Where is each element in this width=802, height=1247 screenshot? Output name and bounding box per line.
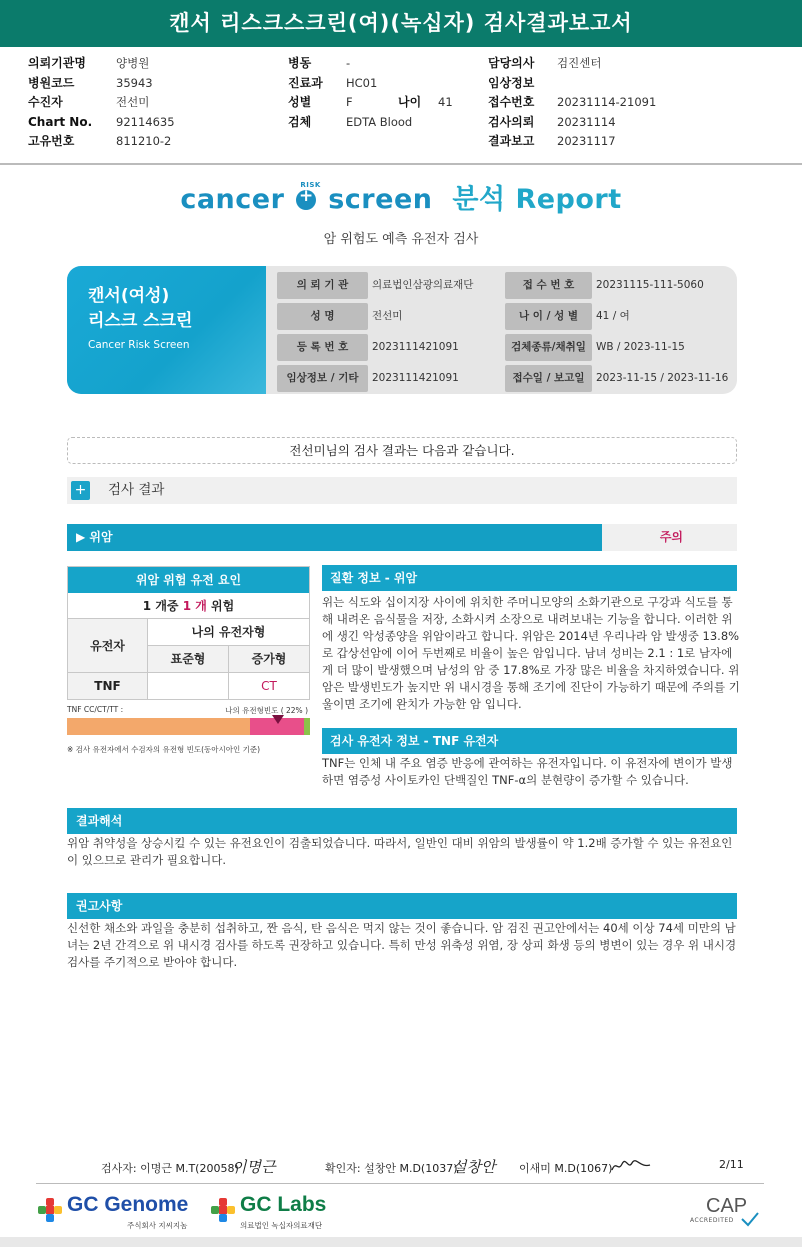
- plus-circle-icon: [296, 181, 321, 210]
- gc-labs-name: GC Labs: [240, 1193, 327, 1216]
- meta-key: Chart No.: [28, 114, 93, 129]
- count-prefix: 1 개중: [142, 599, 183, 613]
- meta-key: 성별: [288, 95, 312, 109]
- meta-key: 검체: [288, 114, 312, 129]
- disease-info-text: 위는 식도와 십이지장 사이에 위치한 주머니모양의 소화기관으로 구강과 식도를 통해 내려온 음식물을 저장, 소화시켜 소장으로 내려보내는 기능을 합니다. 이러한 위에 생긴 악성종양을 위암이라고 합니다. 위암은 2014년 우리나라 암 발생중 13.8%로 갑상선암에 이어 두번째로 비율이 높은 암입니다. 남녀 성비는 2.1 : 1로 남자에게 더 많이 발생했으며 남성의 암 중 17.8%로 가장 많은 비율을 차지하였습니다. 위암은 발생빈도가 높지만 위 내시경을 통해 조기에 진단이 가능하기 때문에 주의를 기울이면 조기에 완치가 가능한 암 입니다.: [322, 595, 740, 711]
- frequency-bar: [67, 718, 310, 735]
- meta-key: 결과보고: [488, 134, 535, 148]
- info-value: 2023-11-15 / 2023-11-16: [596, 372, 729, 384]
- meta-row: [488, 54, 656, 74]
- product-panel: [67, 266, 266, 394]
- meta-value: 양병원: [116, 56, 150, 70]
- meta-value: 검진센터: [557, 56, 602, 70]
- info-value: 의료법인삼광의료재단: [372, 279, 474, 291]
- info-value: 2023111421091: [372, 341, 459, 353]
- info-key: 등 록 번 호: [277, 334, 368, 361]
- meta-key: 고유번호: [28, 134, 75, 148]
- increase-value-cell: CT: [229, 673, 309, 699]
- meta-col-2: [288, 54, 453, 132]
- info-key: 검체종류/채취일: [505, 334, 592, 361]
- cancer-risk-bar: [67, 524, 737, 551]
- product-title: [88, 284, 192, 334]
- meta-key: 임상정보: [488, 75, 535, 90]
- gene-risk-table: [67, 566, 310, 700]
- meta-row: [28, 54, 175, 74]
- doctor2-signature: [610, 1158, 652, 1174]
- info-key: 임상정보 / 기타: [277, 365, 368, 392]
- confirmer-label: 확인자: 설창안 M.D(1037): [325, 1162, 458, 1175]
- meta-value: HC01: [346, 75, 378, 90]
- meta-row: [488, 113, 656, 133]
- interpretation-text: 위암 취약성을 상승시킬 수 있는 유전요인이 검출되었습니다. 따라서, 일반인 대비 위암의 발생률이 약 1.2배 증가할 수 있는 유전요인이 있으므로 관리가 필요합니다.: [67, 836, 733, 867]
- brand-subtitle: 암 위험도 예측 유전자 검사: [323, 232, 479, 247]
- meta-row: [288, 113, 453, 133]
- meta-row: [488, 74, 656, 94]
- meta-key: 수진자: [28, 95, 63, 109]
- meta-key-age: 나이: [398, 95, 422, 109]
- meta-value: 20231114: [557, 114, 616, 129]
- brand-header: [0, 177, 802, 247]
- meta-value: 20231114-21091: [557, 95, 657, 109]
- patient-info-card: [67, 266, 737, 394]
- meta-key: 접수번호: [488, 95, 535, 109]
- interpretation-header: 결과해석: [67, 808, 737, 834]
- info-key: 의 뢰 기 관: [277, 272, 368, 299]
- count-suffix: 위험: [206, 599, 235, 613]
- cap-accredited-logo: [688, 1195, 762, 1231]
- meta-key: 진료과: [288, 75, 323, 90]
- gene-info-header: 검사 유전자 정보 - TNF 유전자: [322, 728, 737, 754]
- disease-info-header: 질환 정보 - 위암: [322, 565, 737, 591]
- info-key: 성 명: [277, 303, 368, 330]
- add-folder-icon: +: [71, 481, 90, 500]
- meta-key: 담당의사: [488, 56, 535, 70]
- gene-grid: [68, 619, 309, 699]
- gene-name-cell: TNF: [68, 673, 148, 699]
- gene-risk-count: [68, 593, 309, 619]
- meta-value: 92114635: [116, 114, 175, 129]
- gene-info-text: TNF는 인체 내 주요 염증 반응에 관여하는 유전자입니다. 이 유전자에 변이가 발생하면 염증성 사이토카인 단백질인 TNF-α의 분현량이 증가할 수 있습니다.: [322, 756, 733, 787]
- meta-col-3: [488, 54, 656, 152]
- meta-row: [488, 132, 656, 152]
- info-key: 접수일 / 보고일: [505, 365, 592, 392]
- meta-key: 병원코드: [28, 75, 75, 90]
- gc-cross-icon: [37, 1197, 63, 1223]
- product-subtitle: Cancer Risk Screen: [88, 339, 190, 351]
- meta-row: [488, 93, 656, 113]
- gc-labs-sub: 의료법인 녹십자의료재단: [240, 1221, 323, 1230]
- meta-row: [288, 74, 453, 94]
- tester-signature: 이명근: [232, 1158, 276, 1176]
- info-key: 나 이 / 성 별: [505, 303, 592, 330]
- meta-value: 811210-2: [116, 134, 172, 148]
- risk-status-badge: 주의: [659, 530, 683, 544]
- page-number: 2/11: [719, 1158, 744, 1171]
- cap-sub-text: ACCREDITED: [690, 1217, 734, 1224]
- report-title: 캔서 리스크스크린(여)(녹십자) 검사결과보고서: [0, 0, 802, 47]
- footer-divider: [36, 1183, 764, 1184]
- frequency-my-label: 나의 유전형빈도 ( 22% ): [225, 706, 308, 715]
- meta-divider: [0, 163, 802, 165]
- cap-text: CAP: [706, 1195, 748, 1217]
- signature-line: [0, 1156, 802, 1180]
- gc-genome-name: GC Genome: [67, 1193, 189, 1216]
- frequency-segment-tt: [304, 718, 310, 735]
- col-standard-header: 표준형: [148, 646, 229, 673]
- meta-key: 병동: [288, 56, 312, 70]
- logo-word-cancer: cancer: [180, 184, 285, 215]
- gc-cross-icon: [210, 1197, 236, 1223]
- frequency-gene-label: TNF CC/CT/TT :: [67, 705, 124, 714]
- meta-row: [28, 74, 175, 94]
- logo-word-screen: screen: [328, 184, 433, 215]
- product-title-line-1: 캔서(여성): [88, 286, 170, 306]
- tester-label: 검사자: 이명근 M.T(20058): [101, 1162, 239, 1175]
- meta-value: 35943: [116, 75, 153, 90]
- meta-col-1: [28, 54, 175, 152]
- gene-table-header: 위암 위험 유전 요인: [68, 567, 309, 593]
- col-gene-header: 유전자: [68, 619, 148, 673]
- meta-row: [28, 113, 175, 133]
- confirmer-signature: 설창안: [452, 1158, 496, 1176]
- meta-value: EDTA Blood: [346, 114, 413, 129]
- info-value: WB / 2023-11-15: [596, 341, 685, 353]
- meta-key: 의뢰기관명: [28, 56, 86, 70]
- recommendation-text: 신선한 채소와 과일을 충분히 섭취하고, 짠 음식, 탄 음식은 먹지 않는 것이 좋습니다. 암 검진 권고안에서는 40세 이상 74세 미만의 남녀는 2년 간격으로 위 내시경 검사를 하도록 권장하고 있습니다. 특히 만성 위축성 위염, 장 상피 화생 등의 병변이 있는 경우 위 내시경 검사를 주기적으로 받아야 합니다.: [67, 921, 737, 969]
- col-genotype-header: 나의 유전자형: [148, 619, 309, 646]
- meta-value-age: 41: [438, 95, 453, 109]
- meta-value: -: [346, 56, 351, 70]
- info-value: 전선미: [372, 310, 403, 322]
- result-summary: 전선미님의 검사 결과는 다음과 같습니다.: [67, 437, 737, 464]
- info-key: 접 수 번 호: [505, 272, 592, 299]
- meta-value: 전선미: [116, 95, 150, 109]
- col-increase-header: 증가형: [229, 646, 309, 673]
- product-title-line-2: 리스크 스크린: [88, 311, 193, 331]
- frequency-note: ※ 검사 유전자에서 수검자의 유전형 빈도(동아시아인 기준): [67, 745, 261, 754]
- info-value: 2023111421091: [372, 372, 459, 384]
- bottom-bar: [0, 1237, 802, 1247]
- meta-value: F: [346, 95, 353, 109]
- checkmark-icon: [740, 1211, 760, 1227]
- meta-row: [28, 93, 175, 113]
- cancer-screen-logo: [0, 177, 802, 216]
- logo-report-text: 분석 Report: [452, 184, 622, 215]
- recommendation-header: 권고사항: [67, 893, 737, 919]
- section-title: 검사 결과: [108, 482, 165, 498]
- logo-risk-text: RISK: [300, 181, 321, 189]
- count-number: 1 개: [182, 599, 207, 613]
- meta-row: [288, 54, 453, 74]
- meta-value: 20231117: [557, 134, 616, 148]
- my-genotype-marker: [272, 715, 284, 724]
- standard-value-cell: [148, 673, 229, 699]
- section-header-results: [67, 477, 737, 504]
- meta-row: [28, 132, 175, 152]
- patient-meta: [0, 54, 802, 154]
- gc-genome-sub: 주식회사 지씨지놈: [127, 1221, 188, 1230]
- meta-row: [288, 93, 453, 113]
- cancer-name: ▶ 위암: [67, 524, 602, 551]
- genotype-frequency: [67, 704, 310, 755]
- info-value: 41 / 여: [596, 310, 630, 322]
- info-value: 20231115-111-5060: [596, 279, 704, 291]
- doctor2-label: 이새미 M.D(1067): [519, 1162, 613, 1175]
- meta-key: 검사의뢰: [488, 114, 535, 129]
